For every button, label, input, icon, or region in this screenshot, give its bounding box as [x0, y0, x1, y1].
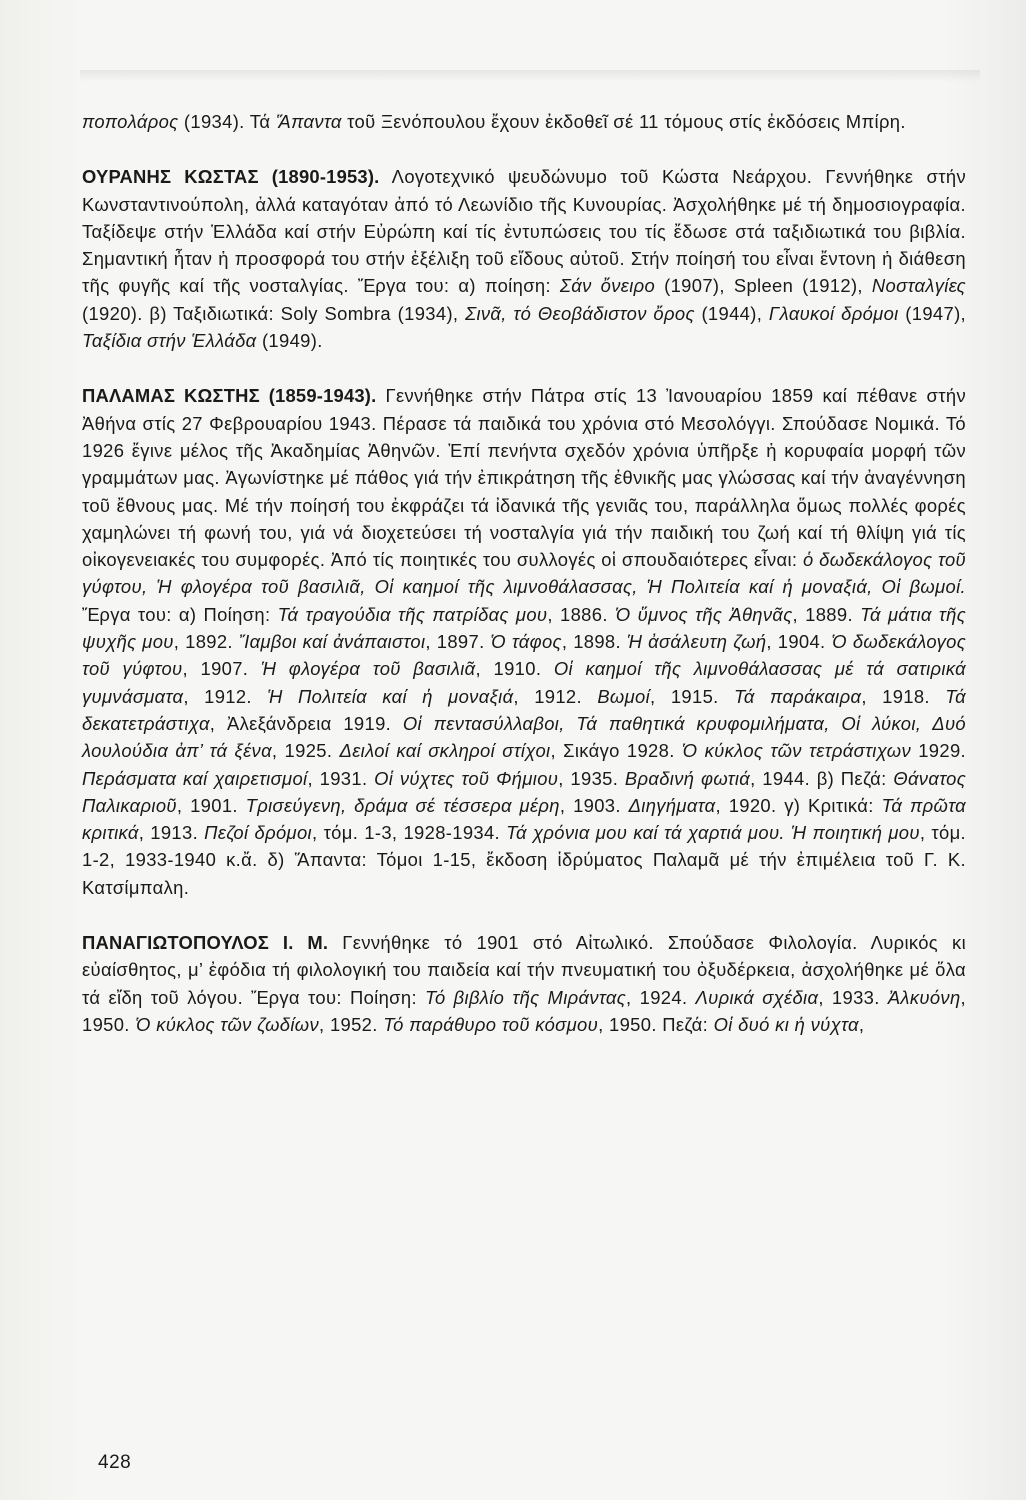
work-title: Ἅπαντα [275, 111, 342, 132]
work-title: Τό βιβλίο τῆς Μιράντας [425, 986, 627, 1008]
entry-text: , 1952. [319, 1013, 384, 1035]
entry-text: , 1903. [559, 794, 629, 816]
entry-text: (1920). β) Ταξιδιωτικά: Soly Sombra (1934), [82, 302, 466, 324]
work-title: Λυρικά σχέδια [695, 986, 819, 1008]
entry-text: , 1925. [271, 740, 340, 762]
entry-text: , 1907. [182, 658, 261, 680]
entry-text: τοῦ Ξενόπουλου ἔχουν ἐκδοθεῖ σέ 11 τόμους στίς ἐκδόσεις Μπίρη. [341, 111, 906, 132]
entry-text: , 1912. [513, 685, 598, 707]
entry-text: , 1898. [561, 631, 627, 653]
work-title: Διηγήματα [628, 794, 716, 816]
work-title: Ὁ δωδεκάλογος τοῦ γύφτου [82, 631, 967, 680]
entry-text: Γεννήθηκε στήν Πάτρα στίς 13 Ἰανουαρίου 1859 καί πέθανε στήν Ἀθήνα στίς 27 Φεβρουαρίου 1943. Πέρασε τά παιδικά του χρόνια στό Μεσολόγγι. Σπούδασε Νομικά. Τό 1926 ἔγινε μέλος τῆς Ἀκαδημίας Ἀθηνῶν. Ἐπί πενήντα σχεδόν χρόνια ὑπῆρξε ἡ κορυφαία μορφή τῶν γραμμάτων μας. Ἀγωνίστηκε μέ πάθος γιά τήν ἐπικράτηση τῆς ἐθνικῆς μας γλώσσας καί τήν ἀναγέννηση τοῦ ἔθνους μας. Μέ τήν ποίησή του ἐκφράζει τά ἰδανικά τῆς γενιᾶς του, παράλληλα ὅμως πολλές φορές χαμηλώνει τή φωνή του, γιά νά διοχετεύσει τή νοσταλγία γιά τήν παιδική του ζωή καί τή θλίψη γιά τίς οἰκογενειακές του συμφορές. Ἀπό τίς ποιητικές του συλλογές οἱ σπουδαιότερες εἶναι: [82, 385, 966, 571]
work-title: Ἡ ἀσάλευτη ζωή [626, 631, 767, 653]
work-title: Ἡ φλογέρα τοῦ βασιλιᾶ [260, 658, 476, 680]
work-title: Οἱ δυό κι ἡ νύχτα [713, 1013, 859, 1035]
entry-text: Ἔργα του: α) Ποίηση: [82, 603, 278, 625]
work-title: Ὁ κύκλος τῶν τετράστιχων [681, 740, 912, 762]
show-through-shadow [80, 70, 980, 82]
entry-text: (1947), [898, 302, 967, 324]
entry-text: , Σικάγο 1928. [550, 740, 682, 762]
entry-text: , 1904. [766, 631, 832, 653]
entry-text: , 1918. [861, 685, 946, 707]
work-title: Νοσταλγίες [871, 275, 966, 297]
entry-text: (1944), [694, 302, 769, 324]
dictionary-text-block [82, 108, 966, 1038]
entry-heading: ΟΥΡΑΝΗΣ ΚΩΣΤΑΣ (1890-1953). [82, 166, 380, 188]
entry-text: , 1915. [650, 685, 734, 707]
work-title: Τό παράθυρο τοῦ κόσμου [383, 1013, 599, 1035]
entry-heading: ΠΑΝΑΓΙΩΤΟΠΟΥΛΟΣ Ι. Μ. [82, 932, 329, 954]
work-title: Τά χρόνια μου καί τά χαρτιά μου. Ἡ ποιητική μου [506, 822, 920, 844]
entry-text: (1907), Spleen (1912), [655, 275, 872, 297]
entry-text: (1934). Τά [178, 111, 276, 132]
entry-text: , 1944. β) Πεζά: [750, 767, 894, 789]
entry-palamas [82, 382, 966, 901]
entry-text: , 1889. [792, 603, 861, 625]
page-number: 428 [98, 1452, 132, 1473]
work-title: Θάνατος Παλικαριοῦ [82, 767, 967, 816]
entry-text: Γεννήθηκε τό 1901 στό Αἰτωλικό. Σπούδασε Φιλολογία. Λυρικός κι εὐαίσθητος, μ’ ἐφόδια τή φιλολογική του παιδεία καί τήν πνευματική του ὀξυδέρκεια, ἀσχολήθηκε μέ ὅλα τά εἴδη τοῦ λόγου. Ἔργα του: Ποίηση: [82, 932, 967, 1008]
entry-text: , 1897. [425, 631, 491, 653]
work-title: Τά μάτια τῆς ψυχῆς μου [82, 603, 966, 653]
work-title: Ὁ κύκλος τῶν ζωδίων [135, 1013, 320, 1035]
entry-text: , 1950. [82, 986, 966, 1035]
work-title: ὁ δωδεκάλογος τοῦ γύφτου, Ἡ φλογέρα τοῦ βασιλιᾶ, Οἱ καημοί τῆς λιμνοθάλασσας, Ἡ Πολιτεία καί ἡ μοναξιά, Οἱ βωμοί. [82, 549, 966, 598]
work-title: Πεζοί δρόμοι [204, 822, 312, 844]
work-title: Ἡ Πολιτεία καί ἡ μοναξιά [267, 685, 514, 707]
entry-text: Λογοτεχνικό ψευδώνυμο τοῦ Κώστα Νεάρχου. Γεννήθηκε στήν Κωνσταντινούπολη, ἀλλά καταγόταν ἀπό τό Λεωνίδιο τῆς Κυνουρίας. Ἀσχολήθηκε μέ τή δημοσιογραφία. Ταξίδεψε στήν Ἑλλάδα καί στήν Εὐρώπη καί τίς ἐντυπώσεις του τίς ἔδωσε στά ταξιδιωτικά του βιβλία. Σημαντική ἦταν ἡ προσφορά του στήν ἐξέλιξη τοῦ εἴδους αὐτοῦ. Στήν ποίησή του εἶναι ἔντονη ἡ διάθεση τῆς φυγῆς καί τῆς νοσταλγίας. Ἔργα του: α) ποίηση: [82, 166, 966, 297]
entry-text: , 1920. γ) Κριτικά: [715, 794, 882, 816]
entry-text: , 1886. [547, 603, 615, 625]
entry-text: (1949). [256, 330, 323, 352]
entry-text: , 1933. [818, 986, 888, 1008]
entry-text: , 1912. [183, 685, 268, 707]
work-title: Δειλοί καί σκληροί στίχοι [339, 740, 551, 762]
work-title: Ὁ ὕμνος τῆς Ἀθηνᾶς [614, 603, 793, 625]
work-title: Ἴαμβοι καί ἀνάπαιστοι [238, 631, 426, 653]
work-title: Τά δεκατετράστιχα [82, 685, 966, 734]
entry-text: , 1913. [138, 822, 205, 844]
work-title: Σινᾶ, τό Θεοβάδιστον ὄρος [465, 302, 695, 324]
work-title: Τρισεύγενη, δράμα σέ τέσσερα μέρη [245, 794, 560, 816]
entry-text: 1929. [911, 740, 966, 762]
entry-xenopoulos-tail [82, 108, 966, 135]
entry-text: , Ἀλεξάνδρεια 1919. [209, 712, 403, 734]
work-title: Βωμοί [597, 685, 651, 707]
work-title: Τά πρῶτα κριτικά [82, 794, 966, 844]
work-title: Οἱ πεντασύλλαβοι, Τά παθητικά κρυφομιλήματα, Οἱ λύκοι, Δυό λουλούδια ἀπ’ τά ξένα [82, 712, 966, 762]
work-title: Ὁ τάφος [490, 631, 562, 653]
entry-ouranis [82, 163, 966, 354]
work-title: Βραδινή φωτιά [624, 767, 751, 789]
work-title: Οἱ νύχτες τοῦ Φήμιου [374, 767, 559, 789]
entry-text: , 1931. [307, 767, 375, 789]
entry-text: , 1901. [176, 794, 246, 816]
work-title: Ἀλκυόνη [887, 986, 961, 1008]
entry-panagiotopoulos [82, 929, 966, 1038]
work-title: Σάν ὄνειρο [559, 275, 656, 297]
work-title: ποπολάρος [82, 111, 179, 132]
entry-text: , 1910. [475, 658, 554, 680]
entry-text: , [858, 1013, 865, 1035]
entry-text: , τόμ. 1-2, 1933-1940 κ.ἄ. δ) Ἅπαντα: Τόμοι 1-15, ἔκδοση ἱδρύματος Παλαμᾶ μέ τήν ἐπιμέλεια τοῦ Γ. Κ. Κατσίμπαλη. [82, 822, 966, 898]
entry-heading: ΠΑΛΑΜΑΣ ΚΩΣΤΗΣ (1859-1943). [82, 385, 377, 407]
work-title: Τά παράκαιρα [733, 685, 862, 707]
entry-text: , 1892. [173, 631, 239, 653]
work-title: Ταξίδια στήν Ἑλλάδα [82, 330, 257, 352]
entry-text: , τόμ. 1-3, 1928-1934. [312, 822, 507, 844]
work-title: Περάσματα καί χαιρετισμοί [82, 767, 308, 789]
work-title: Τά τραγούδια τῆς πατρίδας μου [277, 603, 548, 625]
work-title: Οἱ καημοί τῆς λιμνοθάλασσας μέ τά σατιρικά γυμνάσματα [82, 658, 967, 707]
work-title: Γλαυκοί δρόμοι [768, 302, 899, 324]
entry-text: , 1935. [558, 767, 625, 789]
entry-text: , 1924. [626, 986, 696, 1008]
entry-text: , 1950. Πεζά: [598, 1013, 714, 1035]
